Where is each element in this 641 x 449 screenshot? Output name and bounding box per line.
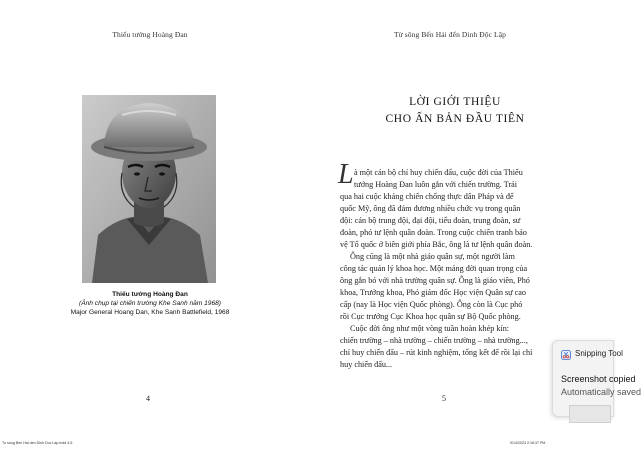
drop-cap: L [338,159,354,190]
running-head-left: Thiếu tướng Hoàng Đan [112,30,188,39]
left-page [0,0,300,449]
text-line: rồi Cục trưởng Cục Khoa học quân sự Bộ Quốc phòng. [340,312,521,321]
caption-title: Thiếu tướng Hoàng Đan [112,291,188,298]
notification-description: Automatically saved [561,387,641,397]
text-line: cấp (nay là Học viện Quốc phòng). Ông còn là Cục phó [340,300,523,309]
print-slug-left: Tu song Ben Hai den Dinh Doc Lap.indd 4-5 [2,441,73,445]
text-line: Ông cũng là một nhà giáo quân sự, một người làm [350,252,515,261]
scissors-icon [561,350,571,360]
print-slug-right: 9/14/2023 2:18:37 PM [510,441,546,445]
notification-app-name: Snipping Tool [575,349,623,358]
text-line: ông gắn bó với nhà trường quân sự. Ông là giáo viên, Phó [340,276,530,285]
caption-english: Major General Hoang Dan, Khe Sanh Battlefield, 1968 [70,309,230,316]
text-line: đoàn, phó tư lệnh quân đoàn. Trong cuộc chiến tranh bảo [340,228,527,237]
text-line: huy chiến đấu... [340,360,393,369]
text-line: vệ Tổ quốc ở biên giới phía Bắc, ông là tư lệnh quân đoàn. [340,240,533,249]
text-line: à một cán bộ chỉ huy chiến đấu, cuộc đời của Thiếu [354,168,523,177]
screenshot-thumbnail[interactable] [569,405,611,423]
notification-title: Screenshot copied [561,374,636,384]
text-line: chiến trường – nhà trường – chiến trường – nhà trường..., [340,336,528,345]
caption-subtitle: (Ảnh chụp tại chiến trường Khe Sanh năm 1968) [79,300,221,307]
text-line: khoa, Trưởng khoa, Phó giám đốc Học viện Quân sự cao [340,288,527,297]
snipping-tool-notification[interactable] [552,340,641,417]
portrait-image [82,95,216,283]
text-line: qua hai cuộc kháng chiến chống thực dân Pháp và đế [340,192,514,201]
text-line: công tác quản lý khoa học. Một mảng đời quan trọng của [340,264,528,273]
portrait-photo [82,95,216,283]
chapter-title-line1: LỜI GIỚI THIỆU [409,96,501,108]
text-line: Cuộc đời ông như một vòng tuần hoàn khép kín: [350,324,510,333]
page-number-left: 4 [146,394,150,403]
chapter-title-line2: CHO ẤN BẢN ĐẦU TIÊN [385,113,525,125]
text-line: tướng Hoàng Đan luôn gắn với chiến trường. Trải [354,180,518,189]
text-line: đội: cán bộ trung đội, đại đội, tiểu đoàn, trung đoàn, sư [340,216,521,225]
running-head-right: Từ sông Bến Hải đến Dinh Độc Lập [393,30,507,39]
page-number-right: 5 [442,394,446,403]
text-line: chỉ huy chiến đấu – rút kinh nghiệm, tổng kết để rồi lại chỉ [340,348,533,357]
text-line: quốc Mỹ, ông đã đảm đương nhiều chức vụ trong quân [340,204,521,213]
